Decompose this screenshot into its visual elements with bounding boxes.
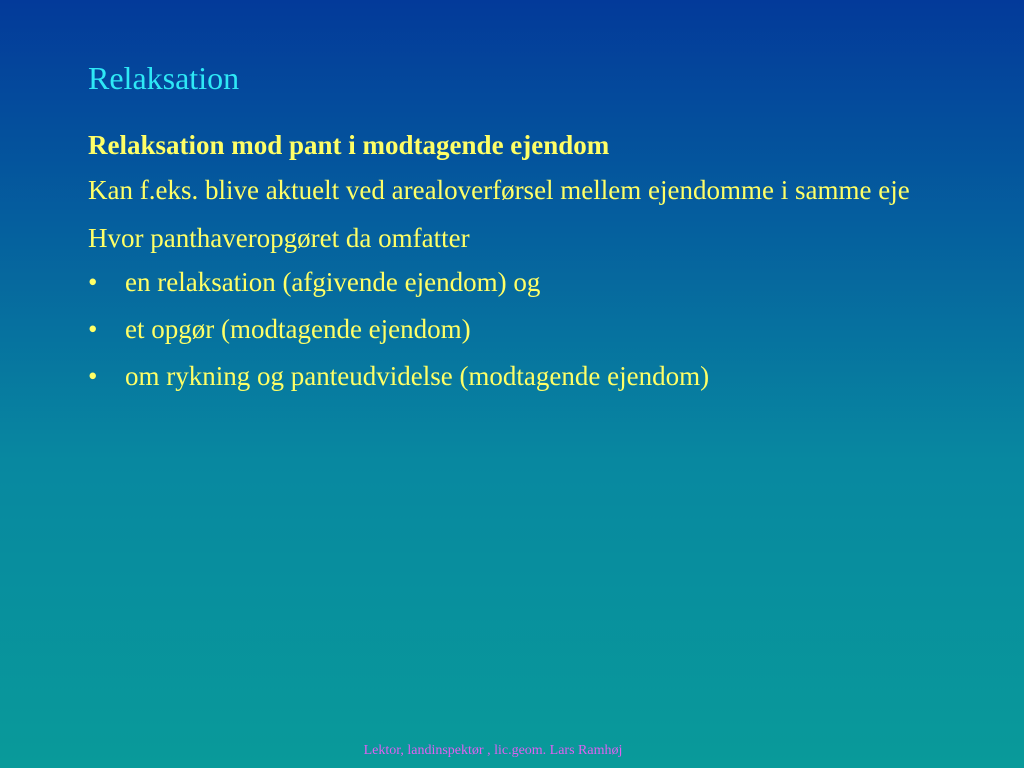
bullet-list [88, 262, 988, 396]
bullet-icon: • [88, 314, 98, 344]
slide-footer: Lektor, landinspektør , lic.geom. Lars Ramhøj [363, 743, 623, 758]
slide-content [88, 124, 988, 403]
bullet-text: en relaksation (afgivende ejendom) og [125, 267, 541, 297]
bullet-item [88, 309, 988, 349]
paragraph-panthaveropgoret: Hvor panthaveropgøret da omfatter [88, 223, 470, 253]
bullet-text: et opgør (modtagende ejendom) [125, 314, 471, 344]
bullet-icon: • [88, 361, 98, 391]
bullet-item [88, 356, 988, 396]
slide-title: Relaksation [88, 60, 240, 96]
bullet-icon: • [88, 267, 98, 297]
slide-heading: Relaksation mod pant i modtagende ejendom [88, 130, 610, 160]
bullet-item [88, 262, 988, 302]
bullet-text: om rykning og panteudvidelse (modtagende ejendom) [125, 361, 710, 391]
paragraph-arealoverforsel: Kan f.eks. blive aktuelt ved arealoverførsel mellem ejendomme i samme eje [88, 175, 910, 205]
